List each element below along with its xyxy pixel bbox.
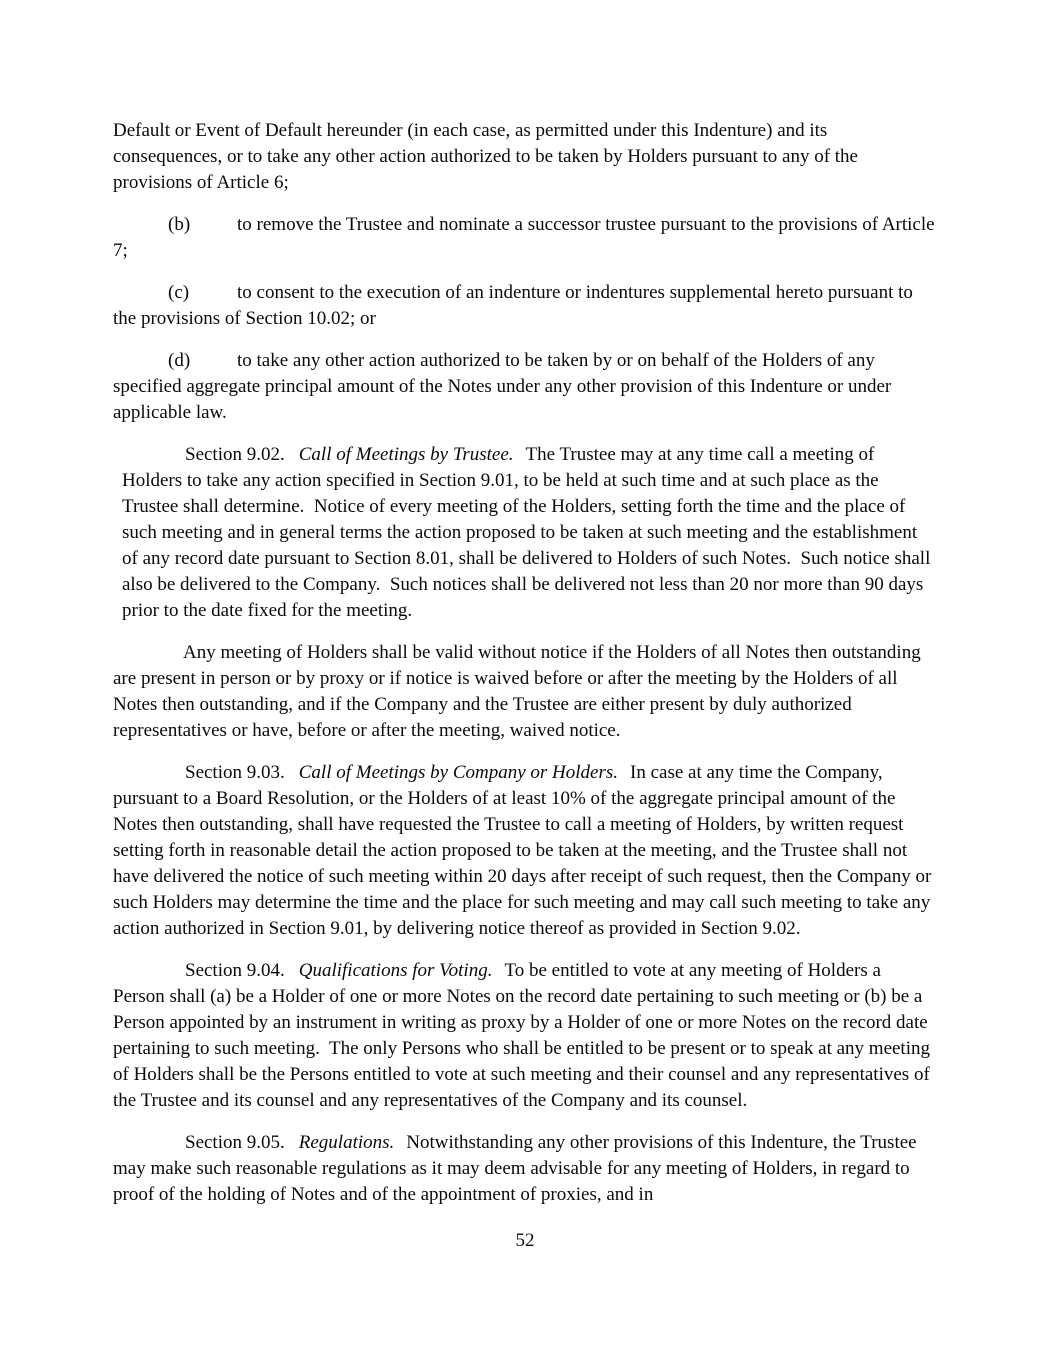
section-9-02 [113, 442, 937, 624]
page-number: 52 [515, 1230, 535, 1251]
section-9-04-number: Section 9.04. [185, 960, 285, 981]
paragraph-any-meeting-text: Any meeting of Holders shall be valid without notice if the Holders of all Notes then outstanding are present in person or by proxy or if notice is waived before or after the meeting by the Holders of all Notes then outstanding, and if the Company and the Trustee are either present by duly authorized representatives or have, before or after the meeting, waived notice. [113, 642, 926, 741]
clause-c-label: (c) [168, 282, 190, 303]
clause-d [113, 348, 937, 426]
paragraph-continuation [113, 118, 937, 196]
clause-c-text: to consent to the execution of an indenture or indentures supplemental hereto pursuant to the provisions of Section 10.02; or [113, 282, 918, 329]
paragraph-any-meeting [113, 640, 937, 744]
section-9-03-number: Section 9.03. [185, 762, 285, 783]
clause-b [113, 212, 940, 264]
section-9-02-title: Call of Meetings by Trustee. [298, 444, 514, 465]
section-9-04-title: Qualifications for Voting. [298, 960, 493, 981]
section-9-03-body: In case at any time the Company, pursuant to a Board Resolution, or the Holders of at least 10% of the aggregate principal amount of the Notes then outstanding, shall have requested the Trustee to call a meeting of Holders, by written request setting forth in reasonable detail the action proposed to be taken at the meeting, and the Trustee shall not have delivered the notice of such meeting within 20 days after receipt of such request, then the Company or such Holders may determine the time and the place for such meeting and may call such meeting to take any action authorized in Section 9.01, by delivering notice thereof as provided in Section 9.02. [113, 762, 937, 939]
paragraph-continuation-text: Default or Event of Default hereunder (in each case, as permitted under this Indenture) and its consequences, or to take any other action authorized to be taken by Holders pursuant to any of the provisions of Article 6; [113, 120, 863, 193]
clause-b-text: to remove the Trustee and nominate a successor trustee pursuant to the provisions of Article 7; [113, 214, 940, 261]
section-9-05-number: Section 9.05. [185, 1132, 285, 1153]
section-9-05 [113, 1130, 937, 1208]
section-9-03 [113, 760, 937, 942]
clause-d-label: (d) [168, 350, 191, 371]
section-9-04 [113, 958, 937, 1114]
section-9-04-body: To be entitled to vote at any meeting of Holders a Person shall (a) be a Holder of one or more Notes on the record date pertaining to such meeting or (b) be a Person appointed by an instrument in writing as proxy by a Holder of one or more Notes on the record date pertaining to such meeting. The only Persons who shall be entitled to be present or to speak at any meeting of Holders shall be the Persons entitled to vote at such meeting and their counsel and any representatives of the Trustee and its counsel and any representatives of the Company and its counsel. [113, 960, 935, 1111]
section-9-03-title: Call of Meetings by Company or Holders. [298, 762, 619, 783]
clause-b-label: (b) [168, 214, 191, 235]
section-9-05-body: Notwithstanding any other provisions of this Indenture, the Trustee may make such reasonable regulations as it may deem advisable for any meeting of Holders, in regard to proof of the holding of Notes and of the appointment of proxies, and in [113, 1132, 922, 1205]
clause-c [113, 280, 937, 332]
section-9-05-title: Regulations. [298, 1132, 395, 1153]
section-9-02-number: Section 9.02. [185, 444, 285, 465]
text-block [113, 118, 940, 1208]
clause-d-text: to take any other action authorized to be taken by or on behalf of the Holders of any specified aggregate principal amount of the Notes under any other provision of this Indenture or under applicable law. [113, 350, 896, 423]
section-9-02-body: The Trustee may at any time call a meeting of Holders to take any action specified in Section 9.01, to be held at such time and at such place as the Trustee shall determine. Notice of every meeting of the Holders, setting forth the time and the place of such meeting and in general terms the action proposed to be taken at such meeting and the establishment of any record date pursuant to Section 8.01, shall be delivered to Holders of such Notes. Such notice shall also be delivered to the Company. Such notices shall be delivered not less than 20 nor more than 90 days prior to the date fixed for the meeting. [122, 444, 936, 621]
